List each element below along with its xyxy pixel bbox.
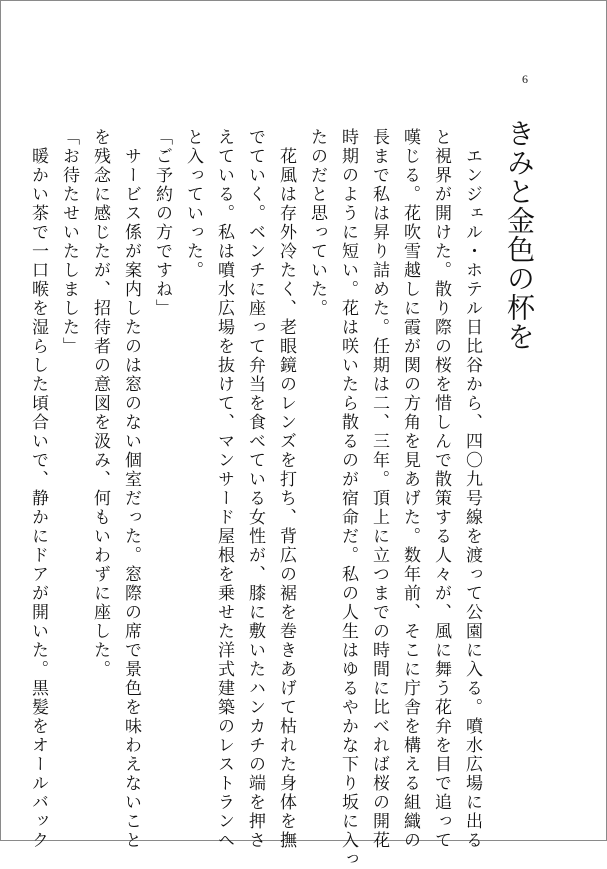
text-line: を残念に感じたが、招待者の意図を汲み、何もいわずに座した。 — [90, 128, 110, 679]
text-line: 暖かい茶で一口喉を湿らした頃合いで、静かにドアが開いた。黒髪をオールバック — [28, 128, 48, 850]
text-line: 時期のように短い。花は咲いたら散るのが宿命だ。私の人生はゆるやかな下り坂に入っ — [338, 128, 358, 869]
dialogue-line: 「ご予約の方ですね」 — [152, 128, 172, 318]
text-line: でていく。ベンチに座って弁当を食べている女性が、膝に敷いたハンカチの端を押さ — [245, 128, 265, 850]
text-line: 花風は存外冷たく、老眼鏡のレンズを打ち、背広の裾を巻きあげて枯れた身体を撫 — [276, 128, 296, 850]
text-line: と入っていった。 — [183, 128, 203, 280]
body-text — [28, 128, 487, 869]
dialogue-line: 「お待たせいたしました」 — [59, 128, 79, 356]
text-line: 嘆じる。花吹雪越しに霞が関の方角を見あげた。数年前、そこに庁舎を構える組織の — [400, 128, 420, 850]
text-line: 長まで私は昇り詰めた。任期は二、三年。頂上に立つまでの時間に比べれば桜の開花 — [369, 128, 389, 850]
page-number: 6 — [522, 72, 528, 86]
text-line: たのだと思っていた。 — [307, 128, 327, 318]
chapter-title: きみと金色の杯を — [503, 119, 536, 351]
text-line: と視界が開けた。散り際の桜を惜しんで散策する人々が、風に舞う花弁を目で追って — [431, 128, 451, 850]
text-line: サービス係が案内したのは窓のない個室だった。窓際の席で景色を味わえないこと — [121, 128, 141, 850]
text-line: エンジェル・ホテル日比谷から、四〇九号線を渡って公園に入る。噴水広場に出る — [462, 128, 482, 850]
text-line: えている。私は噴水広場を抜けて、マンサード屋根を乗せた洋式建築のレストランへ — [214, 128, 234, 850]
